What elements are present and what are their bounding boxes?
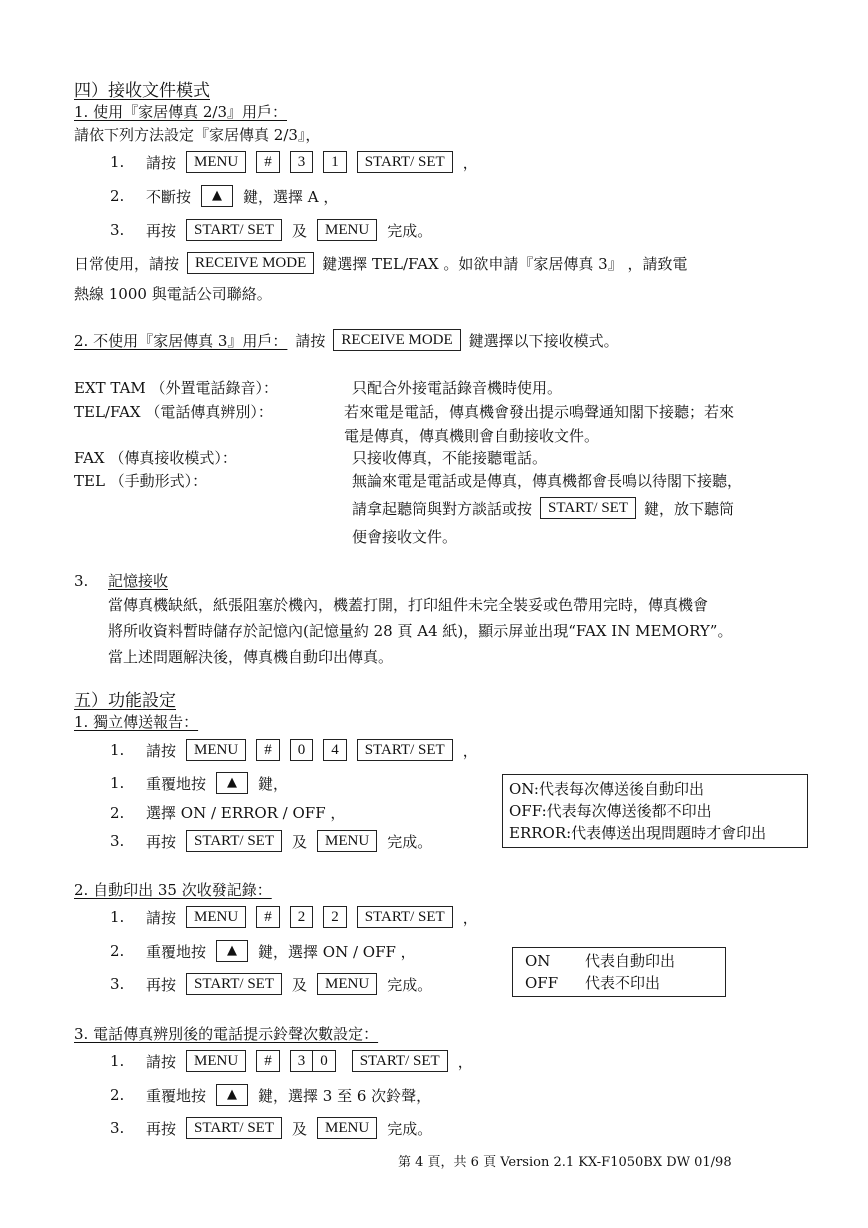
step-number: 2. xyxy=(110,803,125,822)
step-number: 2. xyxy=(110,1086,125,1104)
mode-name: TEL （手動形式）： xyxy=(74,472,208,490)
digit-key: 3 xyxy=(290,151,314,173)
step-text: 重覆地按 xyxy=(146,774,207,793)
mode-desc: 請拿起聽筒與對方談話或按 xyxy=(352,499,533,518)
hash-key: # xyxy=(256,1050,280,1072)
step-number: 1. xyxy=(110,774,125,792)
hash-key: # xyxy=(256,739,280,761)
step-row xyxy=(110,185,338,207)
receive-mode-key: RECEIVE MODE xyxy=(333,329,460,351)
option-key: ON xyxy=(525,952,551,970)
subsection-title-home-fax: 1. 使用『家居傳真 2/3』用戶： xyxy=(74,103,287,121)
step-text: 再按 xyxy=(146,832,177,851)
report-options-box xyxy=(502,774,808,848)
start-set-key: START/ SET xyxy=(357,151,453,173)
step-text: 不斷按 xyxy=(146,187,192,206)
option-line xyxy=(525,972,713,994)
memory-line: 當傳真機缺紙，紙張阻塞於機內，機蓋打開，打印組件未完全裝妥或色帶用完時，傳真機會 xyxy=(108,596,709,614)
menu-key: MENU xyxy=(317,830,377,852)
option-key: OFF xyxy=(525,974,559,992)
start-set-key: START/ SET xyxy=(186,1117,282,1139)
option-value: 代表自動印出 xyxy=(585,952,676,970)
mode-desc: 鍵，放下聽筒 xyxy=(644,499,735,518)
instruction-text: 鍵選擇以下接收模式。 xyxy=(468,331,619,350)
step-text: 重覆地按 xyxy=(146,1086,207,1105)
journal-options-box xyxy=(512,947,726,997)
daily-text: 鍵選擇 TEL/FAX 。如欲申請『家居傳真 3』 ，請致電 xyxy=(322,254,688,273)
mode-name: FAX （傳真接收模式）： xyxy=(74,449,237,467)
option-line xyxy=(525,950,713,972)
mode-name: EXT TAM （外置電話錄音）： xyxy=(74,379,279,397)
step-number: 3. xyxy=(110,221,125,239)
start-set-key: START/ SET xyxy=(352,1050,448,1072)
subsection-title-ring-count: 3. 電話傳真辨別後的電話提示鈴聲次數設定： xyxy=(74,1025,379,1043)
subsection-title-no-home-fax: 2. 不使用『家居傳真 3』用戶： xyxy=(74,331,288,350)
step-row xyxy=(110,830,432,852)
daily-text: 日常使用，請按 xyxy=(74,254,180,273)
menu-key: MENU xyxy=(317,219,377,241)
instruction-text: 請按 xyxy=(295,331,326,350)
subsection-title-transmission-report: 1. 獨立傳送報告： xyxy=(74,713,199,731)
daily-use-line xyxy=(74,252,687,274)
step-text: 及 xyxy=(292,832,308,851)
hash-key: # xyxy=(256,906,280,928)
mode-desc: 只接收傳真，不能接聽電話。 xyxy=(352,449,548,467)
option-value: 代表不印出 xyxy=(585,974,661,992)
step-row xyxy=(110,940,416,962)
mode-desc: 無論來電是電話或是傳真，傳真機都會長鳴以待閣下接聽， xyxy=(352,472,743,490)
digit-key-pair xyxy=(290,1050,336,1072)
step-text: 完成。 xyxy=(387,1119,433,1138)
step-row xyxy=(110,151,478,173)
step-text: 鍵，選擇 3 至 6 次鈴聲， xyxy=(258,1086,432,1105)
step-text: 及 xyxy=(292,1119,308,1138)
step-text: 鍵， xyxy=(258,774,289,793)
step-row xyxy=(110,772,288,794)
mode-desc: 電是傳真，傳真機則會自動接收文件。 xyxy=(344,427,600,445)
receive-mode-key: RECEIVE MODE xyxy=(187,252,314,274)
option-line: ON:代表每次傳送後自動印出 xyxy=(509,780,704,798)
start-set-key: START/ SET xyxy=(186,219,282,241)
step-row xyxy=(110,1050,473,1072)
daily-text: 熱線 1000 與電話公司聯絡。 xyxy=(74,285,272,303)
step-text: 完成。 xyxy=(387,832,433,851)
up-arrow-key-icon: ▲ xyxy=(216,1084,248,1106)
start-set-key: START/ SET xyxy=(357,739,453,761)
step-number: 2. xyxy=(110,187,125,205)
mode-desc: 只配合外接電話錄音機時使用。 xyxy=(352,379,563,397)
memory-title: 記憶接收 xyxy=(108,572,169,590)
menu-key: MENU xyxy=(186,739,246,761)
step-text: 請按 xyxy=(146,1052,177,1071)
memory-number: 3. xyxy=(74,572,89,590)
option-line: OFF:代表每次傳送後都不印出 xyxy=(509,802,712,820)
step-number: 1. xyxy=(110,741,125,759)
step-end: ， xyxy=(462,153,478,172)
step-text: 請按 xyxy=(146,741,177,760)
step-row xyxy=(110,739,478,761)
step-text: 及 xyxy=(292,221,308,240)
step-text: 再按 xyxy=(146,975,177,994)
start-set-key: START/ SET xyxy=(186,973,282,995)
up-arrow-key-icon: ▲ xyxy=(216,772,248,794)
intro-text: 請依下列方法設定『家居傳真 2/3』， xyxy=(74,126,321,144)
step-end: ， xyxy=(457,1052,473,1071)
option-line: ERROR:代表傳送出現問題時才會印出 xyxy=(509,824,767,842)
step-text: 再按 xyxy=(146,221,177,240)
menu-key: MENU xyxy=(186,906,246,928)
mode-name: TEL/FAX （電話傳真辨別）： xyxy=(74,403,273,421)
up-arrow-key-icon: ▲ xyxy=(201,185,233,207)
step-text: 請按 xyxy=(146,908,177,927)
step-text: 請按 xyxy=(146,153,177,172)
step-text: 鍵，選擇 A ， xyxy=(243,187,339,206)
memory-paragraph xyxy=(108,592,732,670)
step-row xyxy=(110,1084,431,1106)
page-footer: 第 4 頁，共 6 頁 Version 2.1 KX-F1050BX DW 01/98 xyxy=(398,1155,732,1170)
mode-desc: 便會接收文件。 xyxy=(352,528,458,546)
section-title-function-settings: 五）功能設定 xyxy=(74,691,176,711)
step-text: 完成。 xyxy=(387,975,433,994)
step-number: 3. xyxy=(110,1119,125,1137)
step-number: 1. xyxy=(110,153,125,171)
tel-mode-line xyxy=(352,497,734,519)
step-text: 再按 xyxy=(146,1119,177,1138)
subsection-title-auto-journal: 2. 自動印出 35 次收發記錄： xyxy=(74,881,272,899)
step-text: 及 xyxy=(292,975,308,994)
digit-key: 1 xyxy=(323,151,347,173)
section-title-receive-mode: 四）接收文件模式 xyxy=(74,81,210,101)
start-set-key: START/ SET xyxy=(357,906,453,928)
menu-key: MENU xyxy=(317,1117,377,1139)
no-home-fax-line xyxy=(74,329,619,351)
step-row xyxy=(110,906,478,928)
step-number: 3. xyxy=(110,832,125,850)
step-row xyxy=(110,973,432,995)
step-number: 2. xyxy=(110,942,125,960)
step-end: ， xyxy=(462,908,478,927)
memory-heading xyxy=(74,570,168,591)
start-set-key: START/ SET xyxy=(186,830,282,852)
step-row xyxy=(110,802,345,823)
step-number: 3. xyxy=(110,975,125,993)
menu-key: MENU xyxy=(186,1050,246,1072)
digit-key: 0 xyxy=(290,739,314,761)
memory-line: 將所收資料暫時儲存於記憶內(記憶量約 28 頁 A4 紙)，顯示屏並出現“FAX IN MEMORY”。 xyxy=(108,622,733,640)
step-text: 鍵，選擇 ON / OFF ， xyxy=(258,942,416,961)
step-row xyxy=(110,1117,432,1139)
step-text: 選擇 ON / ERROR / OFF ， xyxy=(146,804,346,822)
menu-key: MENU xyxy=(317,973,377,995)
up-arrow-key-icon: ▲ xyxy=(216,940,248,962)
menu-key: MENU xyxy=(186,151,246,173)
digit-key: 2 xyxy=(323,906,347,928)
memory-line: 當上述問題解決後，傳真機自動印出傳真。 xyxy=(108,648,394,666)
digit-key: 3 xyxy=(290,1050,314,1072)
hash-key: # xyxy=(256,151,280,173)
digit-key: 4 xyxy=(323,739,347,761)
step-number: 1. xyxy=(110,1052,125,1070)
step-end: ， xyxy=(462,741,478,760)
step-number: 1. xyxy=(110,908,125,926)
digit-key: 2 xyxy=(290,906,314,928)
mode-desc: 若來電是電話，傳真機會發出提示鳴聲通知閣下接聽；若來 xyxy=(344,403,735,421)
step-text: 重覆地按 xyxy=(146,942,207,961)
step-row xyxy=(110,219,432,241)
start-set-key: START/ SET xyxy=(540,497,636,519)
step-text: 完成。 xyxy=(387,221,433,240)
digit-key: 0 xyxy=(313,1050,336,1072)
